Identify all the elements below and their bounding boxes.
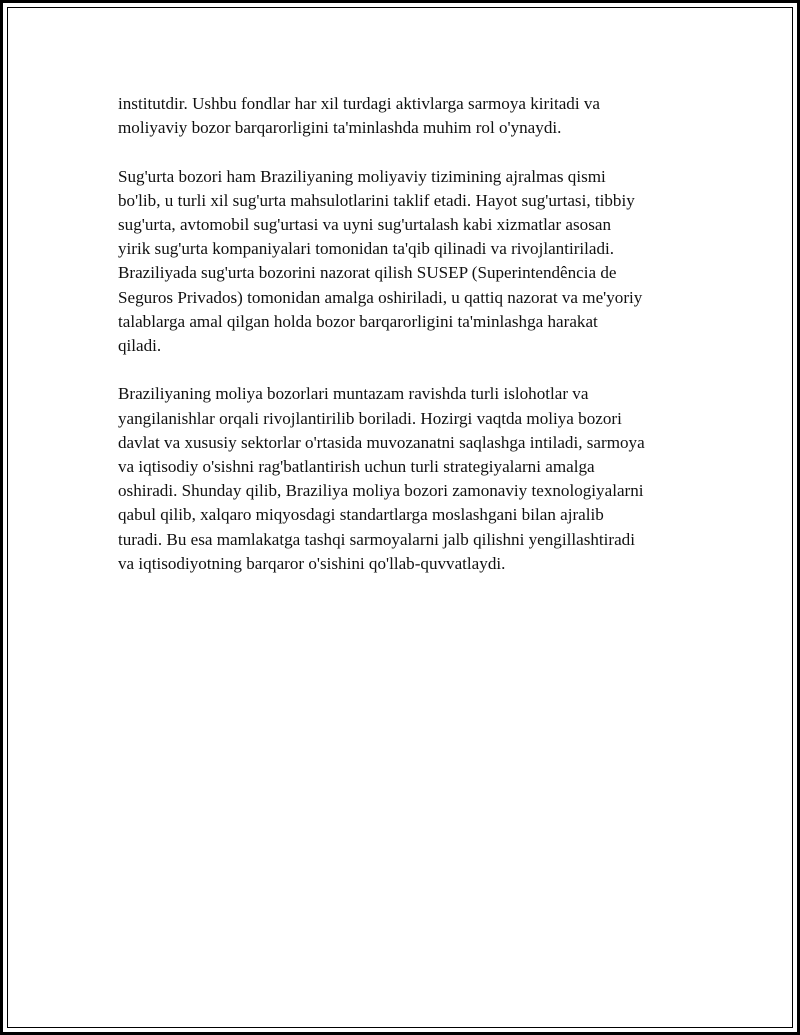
text-line: yirik sug'urta kompaniyalari tomonidan ta'qib qilinadi va rivojlantiriladi. bbox=[118, 239, 615, 259]
text-line: va iqtisodiy o'sishni rag'batlantirish uchun turli strategiyalarni amalga bbox=[118, 457, 595, 477]
paragraph-3 bbox=[118, 382, 700, 576]
text-line: moliyaviy bozor barqarorligini ta'minlashda muhim rol o'ynaydi. bbox=[118, 118, 562, 138]
text-line: yangilanishlar orqali rivojlantirilib boriladi. Hozirgi vaqtda moliya bozori bbox=[118, 408, 622, 428]
paragraph-1 bbox=[118, 92, 700, 140]
text-line: bo'lib, u turli xil sug'urta mahsulotlarini taklif etadi. Hayot sug'urtasi, tibbiy bbox=[118, 190, 635, 210]
text-line: turadi. Bu esa mamlakatga tashqi sarmoyalarni jalb qilishni yengillashtiradi bbox=[118, 529, 635, 549]
text-line: Sug'urta bozori ham Braziliyaning moliyaviy tizimining ajralmas qismi bbox=[118, 166, 606, 186]
text-line: sug'urta, avtomobil sug'urtasi va uyni sug'urtalash kabi xizmatlar asosan bbox=[118, 215, 611, 234]
text-line: talablarga amal qilgan holda bozor barqarorligini ta'minlashga harakat bbox=[118, 311, 598, 331]
text-line: oshiradi. Shunday qilib, Braziliya moliya bozori zamonaviy texnologiyalarni bbox=[118, 481, 644, 501]
text-line: qiladi. bbox=[118, 336, 162, 356]
text-line: Braziliyaning moliya bozorlari muntazam ravishda turli islohotlar va bbox=[118, 384, 589, 404]
text-line: Seguros Privados) tomonidan amalga oshiriladi, u qattiq nazorat va me'yoriy bbox=[118, 287, 643, 307]
text-line: va iqtisodiyotning barqaror o'sishini qo'llab-quvvatlaydi. bbox=[118, 553, 506, 573]
text-line: institutdir. Ushbu fondlar har xil turdagi aktivlarga sarmoya kiritadi va bbox=[118, 94, 601, 113]
text-line: qabul qilib, xalqaro miqyosdagi standartlarga moslashgani bilan ajralib bbox=[118, 505, 604, 525]
text-line: davlat va xususiy sektorlar o'rtasida muvozanatni saqlashga intiladi, sarmoya bbox=[118, 432, 645, 452]
text-line: Braziliyada sug'urta bozorini nazorat qilish SUSEP (Superintendência de bbox=[118, 263, 617, 283]
paragraph-2 bbox=[118, 165, 700, 359]
document-body bbox=[118, 92, 700, 600]
